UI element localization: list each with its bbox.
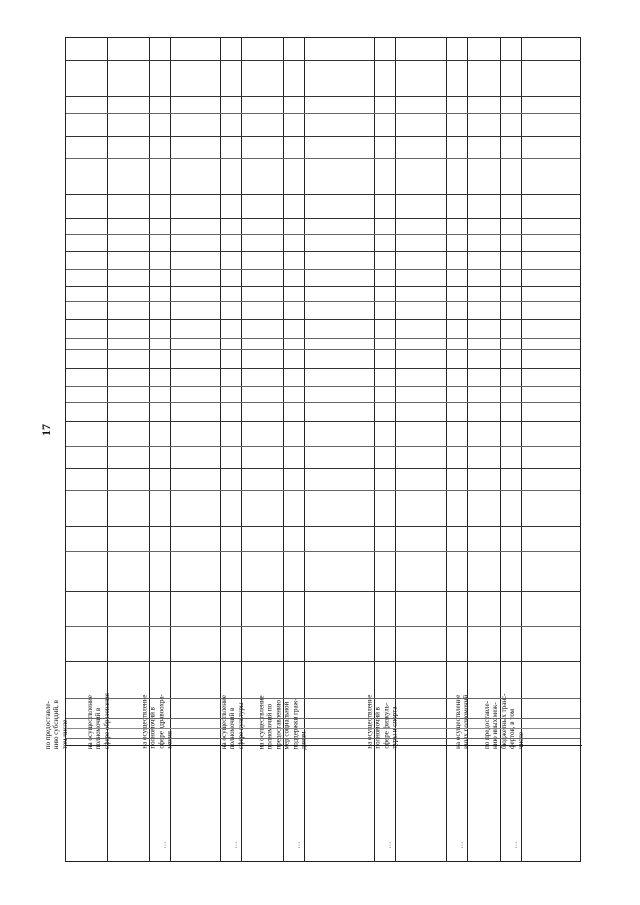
grid-line [66,158,580,159]
grid-line [66,446,580,447]
row-label-cell [501,745,521,861]
row-label-cell [150,745,170,861]
grid-line [66,728,580,729]
grid-line [66,490,580,491]
ellipsis-label: … [230,841,239,849]
ellipsis-label: … [510,841,519,849]
grid-line [66,301,580,302]
grid-line [66,234,580,235]
grid-line [66,96,580,97]
page-number: 17 [39,424,53,436]
grid-line [66,269,580,270]
row-label: по предоставле- нию иных меж- бюджетных транс- фертов, в том числе [482,693,525,749]
ellipsis-label: … [159,841,168,849]
row-label-cell [365,694,446,861]
grid-line [66,113,580,114]
grid-line [66,338,580,339]
row-label: на осуществление полномочий в сфере здравоохра- нения [140,694,174,749]
grid-line [66,349,580,350]
grid-line [66,386,580,387]
row-label: на осуществление иных полномочий [454,694,471,749]
grid-line [66,319,580,320]
row-label-cell [140,694,220,861]
ellipsis-label: … [293,841,302,849]
row-label: на осуществление полномочий в сфере культуры [219,694,245,749]
grid-line [66,551,580,552]
grid-line [66,738,580,739]
grid-line [66,526,580,527]
grid-line [66,286,580,287]
grid-line [66,194,580,195]
row-label-cell [447,745,467,861]
row-label-cell [454,694,500,861]
grid-line [66,468,580,469]
row-label: на осуществление полномочий в сфере физкуль- туры и спорта [365,694,399,749]
grid-line [66,626,580,627]
ellipsis-label: … [384,841,393,849]
grid-line [66,60,580,61]
ellipsis-label: … [456,841,465,849]
row-label-cell [221,745,241,861]
grid-line [66,218,580,219]
grid-line [66,421,580,422]
row-label-cell [85,692,149,861]
grid-line [66,402,580,403]
grid-line [66,661,580,662]
row-label: по предоставле- нию субсидий, в том числе [43,699,69,749]
row-label-cell [257,694,374,861]
grid-line [66,251,580,252]
grid-line [66,698,580,699]
row-label-cell [482,693,582,861]
row-label: на осуществление полномочий по предоставлению мер социальной поддержки граж- данам [257,694,308,749]
grid-line [66,136,580,137]
row-label-cell [375,745,395,861]
grid-line [66,368,580,369]
row-label-cell [284,745,304,861]
grid-line [66,591,580,592]
row-label: на осуществление полномочий в сфере образования [85,692,111,749]
grid-line [66,718,580,719]
